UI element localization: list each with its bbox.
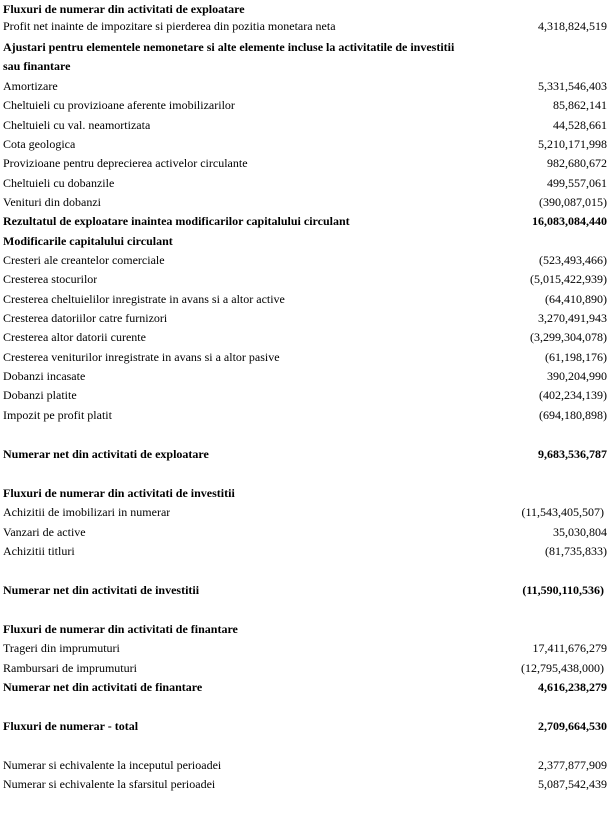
row-value: (5,015,422,939) bbox=[530, 272, 607, 286]
statement-row bbox=[3, 38, 607, 76]
row-label: Numerar net din activitati de exploatare bbox=[3, 447, 209, 461]
row-label: Achizitii de imobilizari in numerar bbox=[3, 505, 171, 519]
row-value: 44,528,661 bbox=[553, 118, 607, 132]
statement-row bbox=[3, 445, 607, 464]
row-label: Fluxuri de numerar - total bbox=[3, 719, 139, 733]
statement-row bbox=[3, 756, 607, 775]
statement-row bbox=[3, 251, 607, 270]
row-value: (11,543,405,507) bbox=[521, 505, 604, 519]
statement-row bbox=[3, 232, 607, 251]
row-value: 16,083,084,440 bbox=[532, 214, 607, 228]
row-value: 3,270,491,943 bbox=[538, 311, 607, 325]
row-value: (81,735,833) bbox=[545, 544, 607, 558]
statement-row bbox=[3, 484, 607, 503]
row-value: 499,557,061 bbox=[547, 176, 607, 190]
row-value: (3,299,304,078) bbox=[530, 330, 607, 344]
statement-row bbox=[3, 542, 607, 561]
row-value: 390,204,990 bbox=[547, 369, 607, 383]
row-label: Numerar net din activitati de investitii bbox=[3, 583, 200, 597]
statement-row bbox=[3, 620, 607, 639]
row-label: Dobanzi incasate bbox=[3, 369, 86, 383]
row-value: (11,590,110,536) bbox=[522, 583, 604, 597]
row-label: Dobanzi platite bbox=[3, 388, 77, 402]
row-label: Ajustari pentru elementele nemonetare si alte elemente incluse la activitatile de investitii sau finantare bbox=[3, 40, 455, 73]
statement-row bbox=[3, 386, 607, 405]
row-value: 2,709,664,530 bbox=[538, 719, 607, 733]
statement-row bbox=[3, 348, 607, 367]
row-label: Cresterea veniturilor inregistrate in avans si a altor pasive bbox=[3, 350, 280, 364]
row-value: 2,377,877,909 bbox=[538, 758, 607, 772]
row-value: (694,180,898) bbox=[539, 408, 607, 422]
row-label: Cresterea datoriilor catre furnizori bbox=[3, 311, 168, 325]
row-label: Profit net inainte de impozitare si pierderea din pozitia monetara neta bbox=[3, 19, 336, 33]
row-value: 85,862,141 bbox=[553, 98, 607, 112]
statement-row bbox=[3, 17, 607, 36]
statement-row bbox=[3, 193, 607, 212]
row-value: (390,087,015) bbox=[539, 195, 607, 209]
row-label: Provizioane pentru deprecierea activelor circulante bbox=[3, 156, 248, 170]
statement-row bbox=[3, 717, 607, 736]
statement-row bbox=[3, 581, 607, 600]
row-label: Fluxuri de numerar din activitati de finantare bbox=[3, 622, 238, 636]
statement-row bbox=[3, 775, 607, 794]
statement-row bbox=[3, 659, 607, 678]
statement-row bbox=[3, 328, 607, 347]
row-label: Cheltuieli cu val. neamortizata bbox=[3, 118, 151, 132]
row-label: Amortizare bbox=[3, 79, 58, 93]
row-label: Impozit pe profit platit bbox=[3, 408, 112, 422]
row-label: Cresterea stocurilor bbox=[3, 272, 98, 286]
row-label: Venituri din dobanzi bbox=[3, 195, 101, 209]
statement-row bbox=[3, 406, 607, 425]
row-value: 4,616,238,279 bbox=[538, 680, 607, 694]
row-label: Modificarile capitalului circulant bbox=[3, 234, 173, 248]
row-label: Cresterea cheltuielilor inregistrate in avans si a altor active bbox=[3, 292, 285, 306]
statement-row bbox=[3, 523, 607, 542]
row-label: Numerar si echivalente la sfarsitul perioadei bbox=[3, 777, 216, 791]
statement-row bbox=[3, 135, 607, 154]
statement-row bbox=[3, 678, 607, 697]
row-value: (64,410,890) bbox=[545, 292, 607, 306]
row-label: Cheltuieli cu provizioane aferente imobilizarilor bbox=[3, 98, 235, 112]
row-value: 5,331,546,403 bbox=[538, 79, 607, 93]
row-label: Cheltuieli cu dobanzile bbox=[3, 176, 115, 190]
statement-row bbox=[3, 212, 607, 231]
row-value: 982,680,672 bbox=[547, 156, 607, 170]
statement-row bbox=[3, 174, 607, 193]
statement-row bbox=[3, 116, 607, 135]
row-label: Rezultatul de exploatare inaintea modificarilor capitalului circulant bbox=[3, 214, 350, 228]
statement-row bbox=[3, 96, 607, 115]
statement-row bbox=[3, 290, 607, 309]
row-value: 5,087,542,439 bbox=[538, 777, 607, 791]
row-label: Numerar net din activitati de finantare bbox=[3, 680, 203, 694]
row-label: Trageri din imprumuturi bbox=[3, 641, 120, 655]
row-value: 35,030,804 bbox=[553, 525, 607, 539]
row-label: Fluxuri de numerar din activitati de exploatare bbox=[3, 2, 245, 16]
row-label: Vanzari de active bbox=[3, 525, 86, 539]
row-value: 4,318,824,519 bbox=[538, 19, 607, 33]
row-label: Cresterea altor datorii curente bbox=[3, 330, 146, 344]
row-label: Fluxuri de numerar din activitati de investitii bbox=[3, 486, 235, 500]
row-label: Achizitii titluri bbox=[3, 544, 75, 558]
row-label: Rambursari de imprumuturi bbox=[3, 661, 137, 675]
row-value: (402,234,139) bbox=[539, 388, 607, 402]
statement-row bbox=[3, 367, 607, 386]
row-value: 17,411,676,279 bbox=[532, 641, 607, 655]
row-label: Cresteri ale creantelor comerciale bbox=[3, 253, 165, 267]
statement-row bbox=[3, 503, 607, 522]
row-value: 5,210,171,998 bbox=[538, 137, 607, 151]
row-label: Numerar si echivalente la inceputul perioadei bbox=[3, 758, 222, 772]
statement-row bbox=[3, 77, 607, 96]
row-value: (61,198,176) bbox=[545, 350, 607, 364]
row-value: 9,683,536,787 bbox=[538, 447, 607, 461]
row-value: (12,795,438,000) bbox=[521, 661, 604, 675]
statement-row bbox=[3, 270, 607, 289]
row-label: Cota geologica bbox=[3, 137, 76, 151]
row-value: (523,493,466) bbox=[539, 253, 607, 267]
statement-row bbox=[3, 154, 607, 173]
statement-row bbox=[3, 639, 607, 658]
statement-row bbox=[3, 309, 607, 328]
